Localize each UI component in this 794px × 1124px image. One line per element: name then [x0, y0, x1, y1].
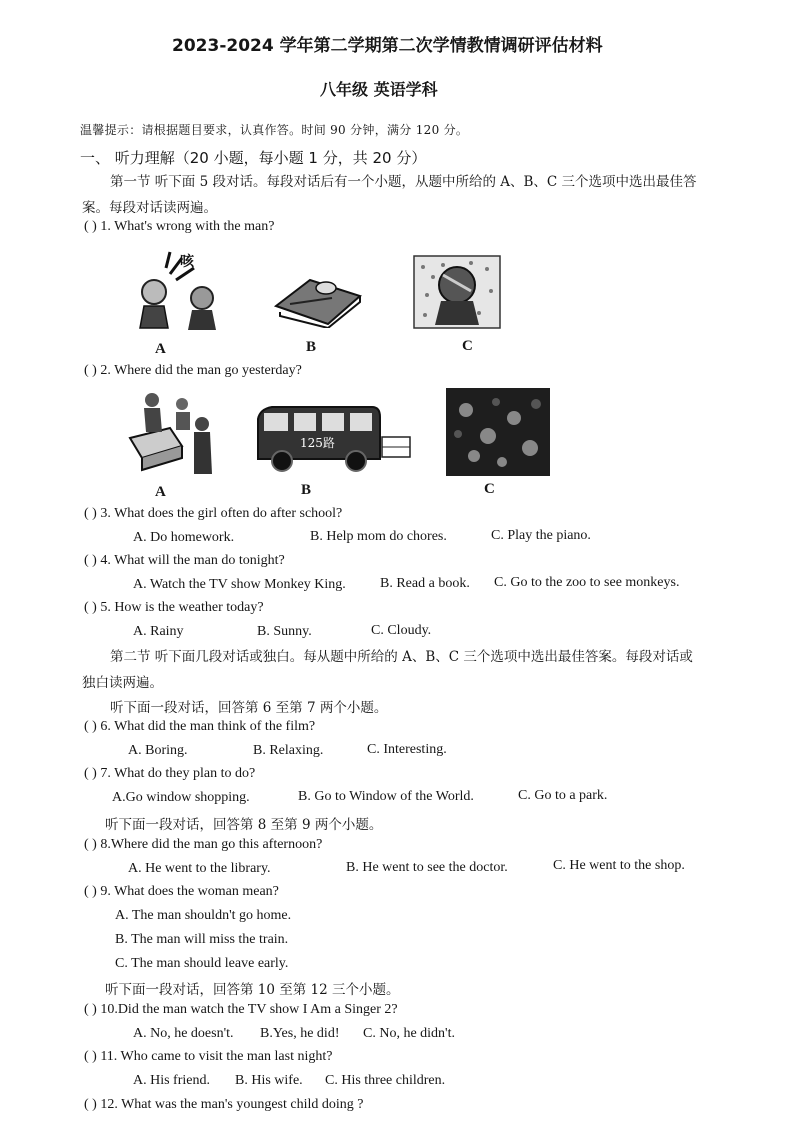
instruction-q8-q9: 听下面一段对话，回答第 8 至第 9 两个小题。: [105, 817, 383, 833]
q7-stem: ( ) 7. What do they plan to do?: [84, 766, 256, 781]
q1-option-c-picture: [413, 255, 501, 329]
q10-stem: ( ) 10.Did the man watch the TV show I Am a Singer 2?: [84, 1002, 398, 1017]
q2-label-c: C: [484, 481, 495, 497]
q1-label-c: C: [462, 338, 473, 354]
q1-a-sound-text: 咳: [180, 254, 194, 270]
exam-title: 2023-2024 学年第二学期第二次学情教情调研评估材料: [172, 36, 603, 56]
q2-stem: ( ) 2. Where did the man go yesterday?: [84, 363, 302, 378]
q5-option-a: A. Rainy: [133, 624, 184, 639]
instruction-q6-q7: 听下面一段对话，回答第 6 至第 7 两个小题。: [110, 700, 388, 716]
q2-option-c-picture: [446, 388, 550, 476]
q4-option-a: A. Watch the TV show Monkey King.: [133, 577, 346, 592]
q3-option-b: B. Help mom do chores.: [310, 529, 447, 544]
q7-option-a: A.Go window shopping.: [112, 790, 250, 805]
q2-option-a-picture: [124, 388, 216, 476]
q6-option-b: B. Relaxing.: [253, 743, 324, 758]
q4-stem: ( ) 4. What will the man do tonight?: [84, 553, 285, 568]
q9-option-a: A. The man shouldn't go home.: [115, 908, 292, 923]
q8-stem: ( ) 8.Where did the man go this afternoon?: [84, 837, 323, 852]
q2-option-b-picture: [254, 403, 414, 475]
q1-label-a: A: [155, 341, 166, 357]
section2-instruction-line2: 独白读两遍。: [82, 675, 163, 691]
q1-option-a-picture: [130, 250, 226, 330]
q11-option-c: C. His three children.: [325, 1073, 446, 1088]
q6-option-a: A. Boring.: [128, 743, 188, 758]
q10-option-c: C. No, he didn't.: [363, 1026, 455, 1041]
q6-stem: ( ) 6. What did the man think of the film?: [84, 719, 316, 734]
q11-option-b: B. His wife.: [235, 1073, 303, 1088]
exam-subtitle: 八年级 英语学科: [320, 80, 438, 99]
section1-instruction-line1: 第一节 听下面 5 段对话。每段对话后有一个小题，从题中所给的 A、B、C 三个选项中选出最佳答: [110, 174, 697, 190]
q3-option-a: A. Do homework.: [133, 530, 235, 545]
q7-option-b: B. Go to Window of the World.: [298, 789, 474, 804]
q8-option-b: B. He went to see the doctor.: [346, 860, 508, 875]
q12-stem: ( ) 12. What was the man's youngest child doing ?: [84, 1097, 364, 1112]
section1-instruction-line2: 案。每段对话读两遍。: [82, 200, 217, 216]
q10-option-a: A. No, he doesn't.: [133, 1026, 234, 1041]
q2-b-bus-text: 125路: [300, 436, 335, 450]
q4-option-c: C. Go to the zoo to see monkeys.: [494, 575, 680, 590]
q11-option-a: A. His friend.: [133, 1073, 210, 1088]
q7-option-c: C. Go to a park.: [518, 788, 608, 803]
q1-label-b: B: [306, 339, 317, 355]
q8-option-c: C. He went to the shop.: [553, 858, 685, 873]
q1-option-b-picture: [272, 262, 364, 328]
q5-option-b: B. Sunny.: [257, 624, 312, 639]
q6-option-c: C. Interesting.: [367, 742, 447, 757]
q4-option-b: B. Read a book.: [380, 576, 470, 591]
q9-stem: ( ) 9. What does the woman mean?: [84, 884, 279, 899]
q5-stem: ( ) 5. How is the weather today?: [84, 600, 264, 615]
q9-option-b: B. The man will miss the train.: [115, 932, 289, 947]
q2-label-a: A: [155, 484, 166, 500]
q10-option-b: B.Yes, he did!: [260, 1026, 340, 1041]
q8-option-a: A. He went to the library.: [128, 861, 271, 876]
q5-option-c: C. Cloudy.: [371, 623, 432, 638]
part1-heading: 一、 听力理解（20 小题，每小题 1 分，共 20 分）: [80, 149, 427, 167]
exam-tip: 温馨提示：请根据题目要求，认真作答。时间 90 分钟，满分 120 分。: [80, 123, 469, 137]
q3-stem: ( ) 3. What does the girl often do after school?: [84, 506, 343, 521]
q11-stem: ( ) 11. Who came to visit the man last night?: [84, 1049, 333, 1064]
instruction-q10-q12: 听下面一段对话，回答第 10 至第 12 三个小题。: [105, 982, 400, 998]
q1-stem: ( ) 1. What's wrong with the man?: [84, 219, 275, 234]
q2-label-b: B: [301, 482, 312, 498]
section2-instruction-line1: 第二节 听下面几段对话或独白。每从题中所给的 A、B、C 三个选项中选出最佳答案。每段对话或: [110, 649, 693, 665]
q3-option-c: C. Play the piano.: [491, 528, 591, 543]
q9-option-c: C. The man should leave early.: [115, 956, 289, 971]
